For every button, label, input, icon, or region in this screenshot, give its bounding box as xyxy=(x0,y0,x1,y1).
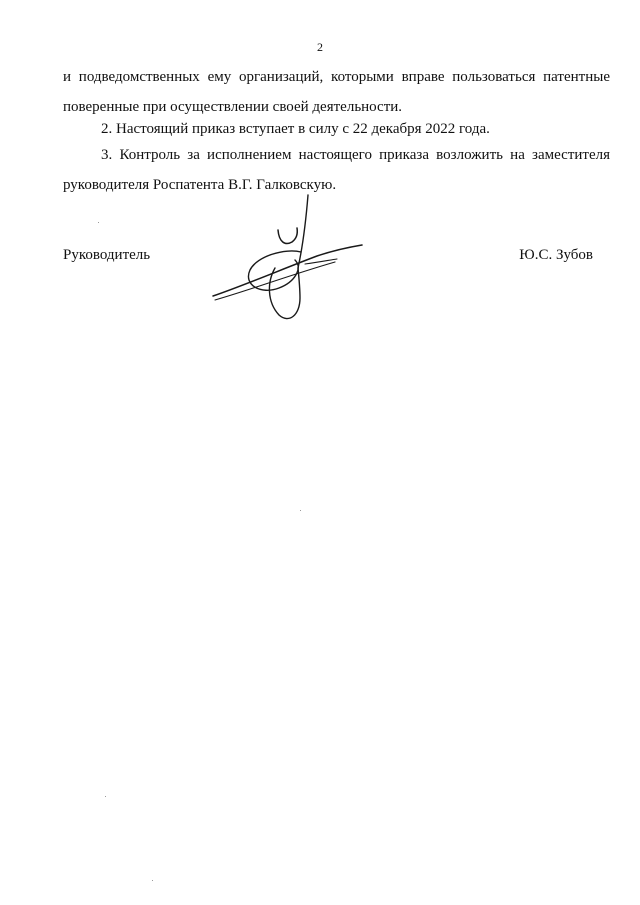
paragraph-1-line-1: и подведомственных ему организаций, которыми вправе пользоваться патентные xyxy=(63,69,610,85)
signatory-title: Руководитель xyxy=(63,247,151,263)
scan-speck xyxy=(105,796,106,797)
paragraph-3-line-2: руководителя Роспатента В.Г. Галковскую. xyxy=(63,177,337,193)
paragraph-1-line-2: поверенные при осуществлении своей деятельности. xyxy=(63,99,403,115)
page-number: 2 xyxy=(317,40,323,54)
signature-icon xyxy=(205,190,370,325)
scan-speck xyxy=(98,222,99,223)
paragraph-1 xyxy=(63,62,610,122)
scan-speck xyxy=(300,510,301,511)
paragraph-3-line-1: 3. Контроль за исполнением настоящего приказа возложить на заместителя xyxy=(101,147,610,163)
signatory-name: Ю.С. Зубов xyxy=(519,247,593,263)
scan-speck xyxy=(152,880,153,881)
paragraph-2: 2. Настоящий приказ вступает в силу с 22 декабря 2022 года. xyxy=(101,121,490,137)
